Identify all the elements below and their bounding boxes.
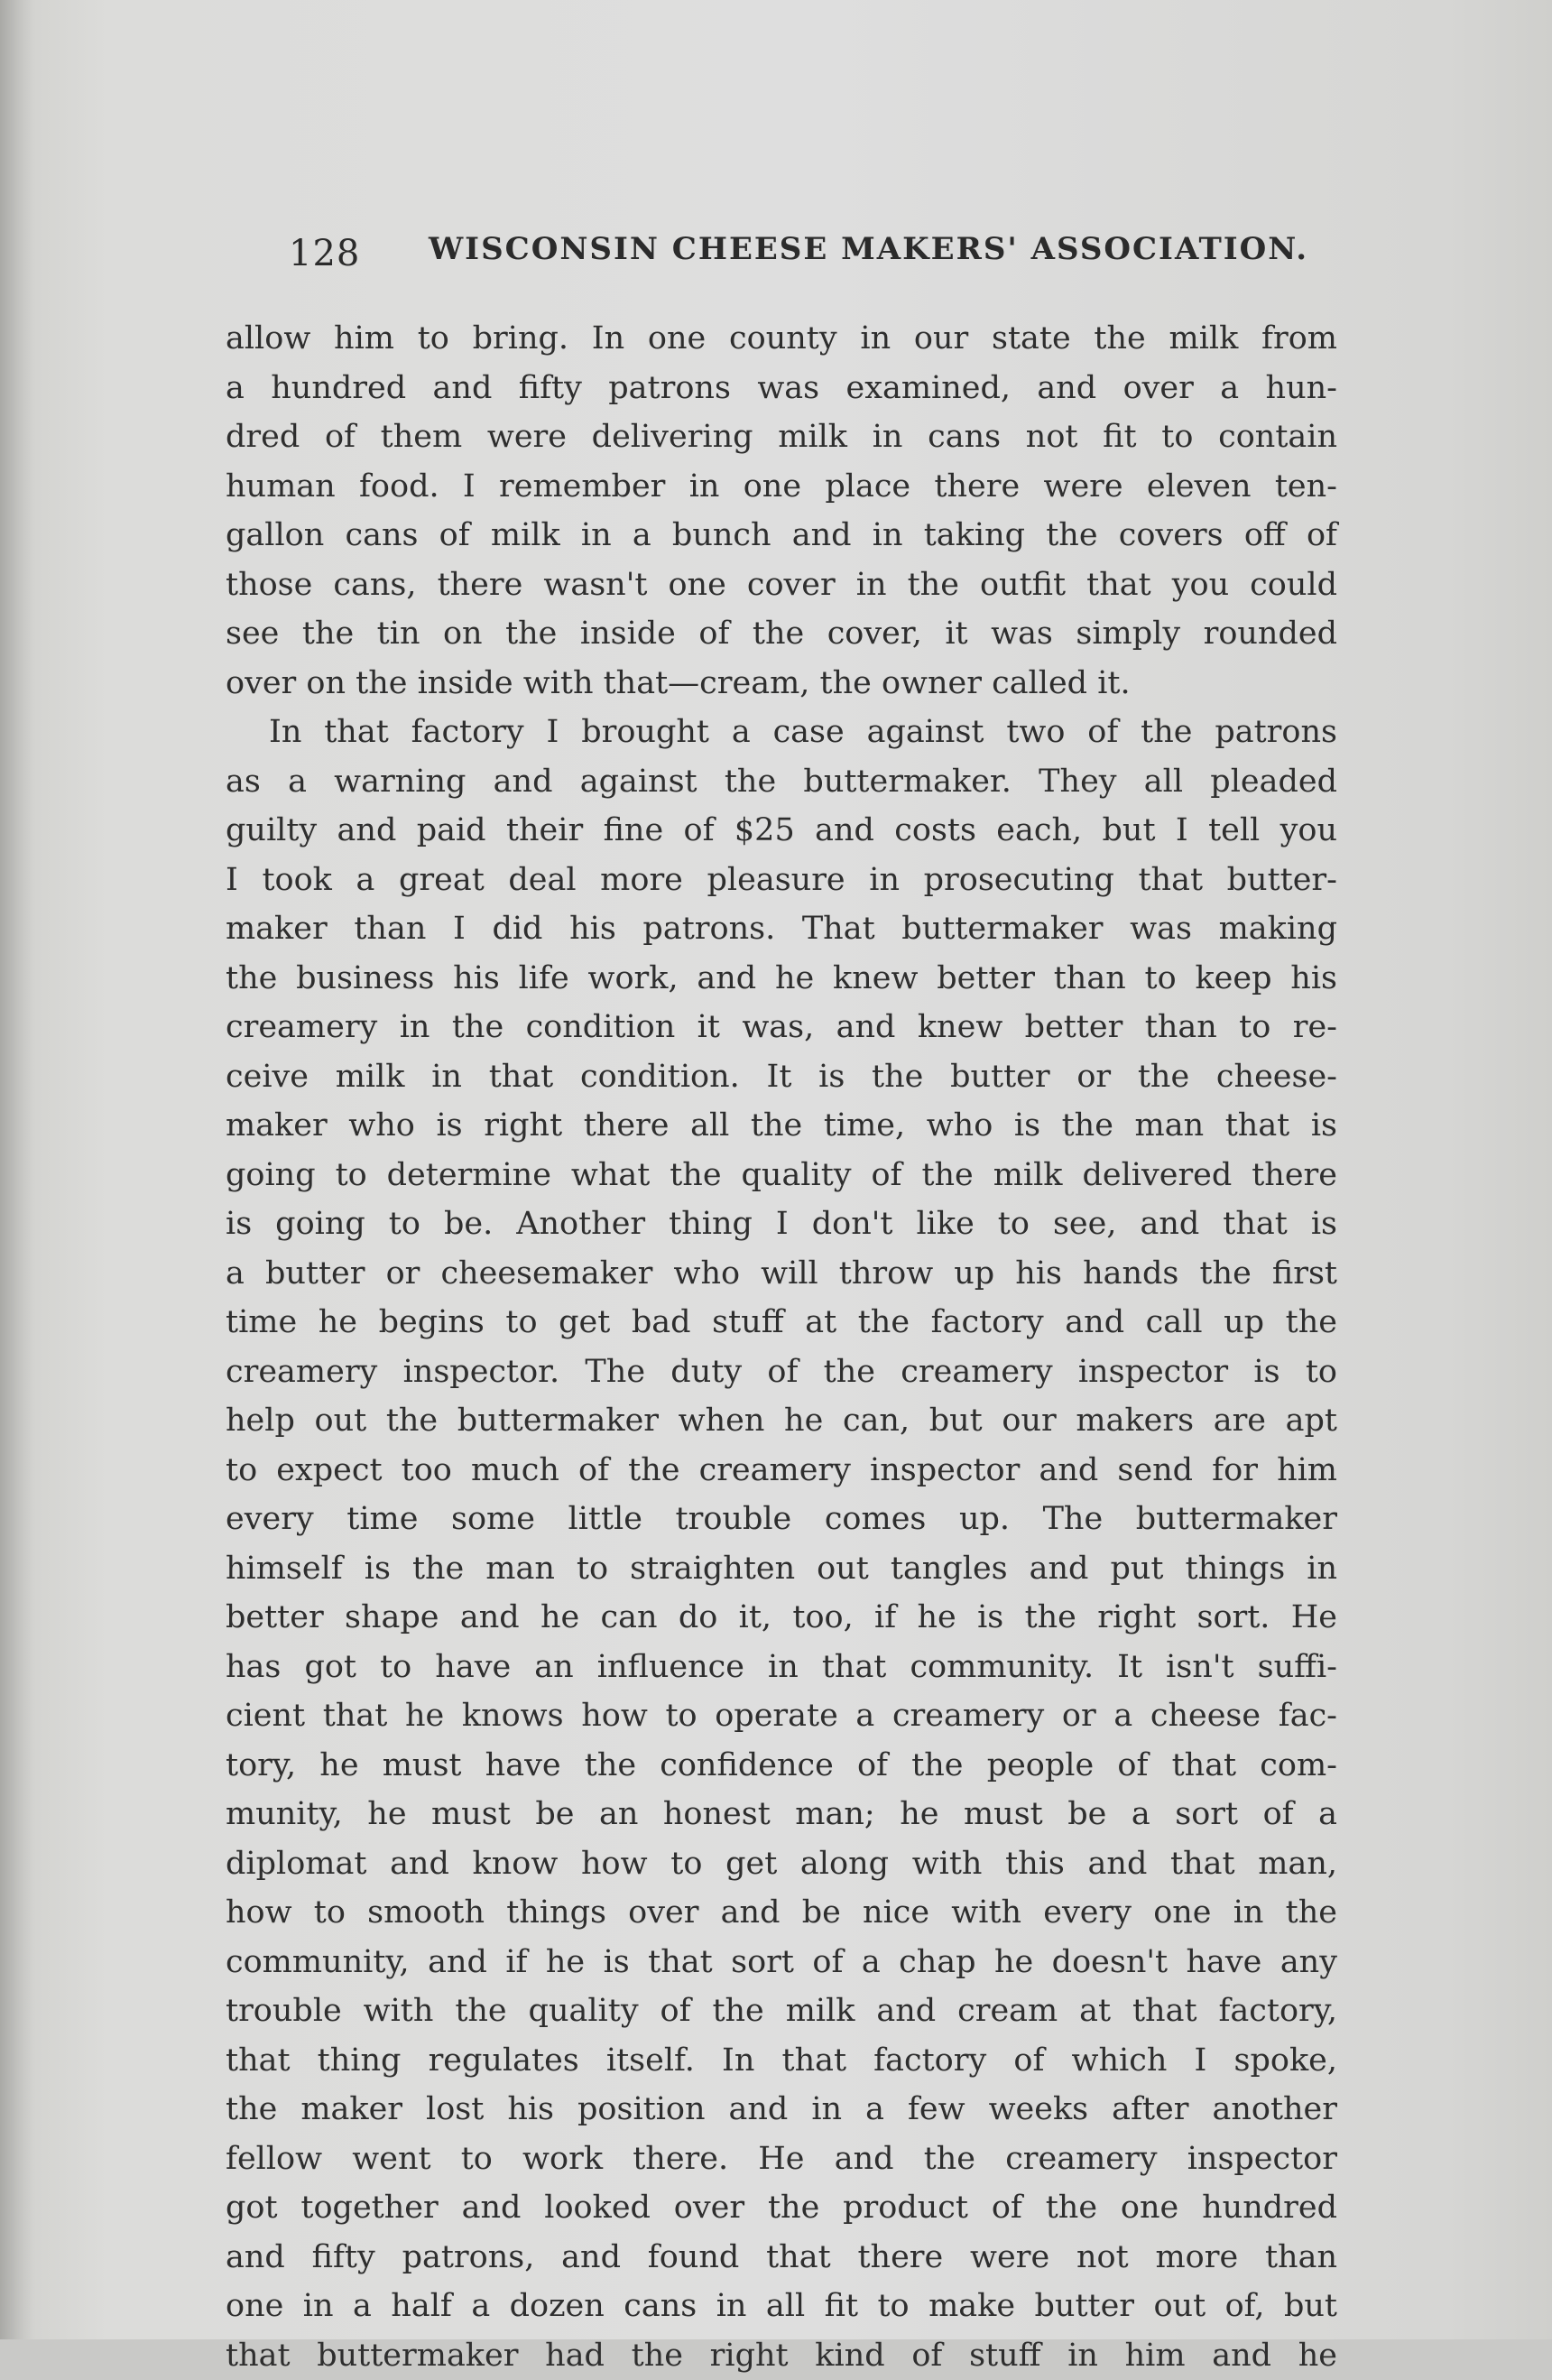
text-line: trouble with the quality of the milk and cream at that factory, [226, 1986, 1337, 2036]
text-line: dred of them were delivering milk in cans not fit to contain [226, 412, 1337, 462]
paragraph-1 [226, 314, 1337, 708]
text-line: guilty and paid their fine of $25 and costs each, but I tell you [226, 806, 1337, 856]
text-line: and fifty patrons, and found that there were not more than [226, 2233, 1337, 2283]
text-line: help out the buttermaker when he can, but our makers are apt [226, 1396, 1337, 1446]
running-head-title: WISCONSIN CHEESE MAKERS' ASSOCIATION. [429, 231, 1308, 267]
text-line: gallon cans of milk in a bunch and in taking the covers off of [226, 511, 1337, 560]
text-line: maker who is right there all the time, who is the man that is [226, 1101, 1337, 1151]
text-line: time he begins to get bad stuff at the factory and call up the [226, 1298, 1337, 1347]
text-line: the maker lost his position and in a few weeks after another [226, 2085, 1337, 2135]
text-line: that buttermaker had the right kind of stuff in him and he [226, 2331, 1337, 2380]
text-line: allow him to bring. In one county in our state the milk from [226, 314, 1337, 364]
text-line: In that factory I brought a case against two of the patrons [226, 708, 1337, 757]
text-line: the business his life work, and he knew better than to keep his [226, 954, 1337, 1004]
text-line: one in a half a dozen cans in all fit to make butter out of, but [226, 2282, 1337, 2331]
text-line: maker than I did his patrons. That buttermaker was making [226, 904, 1337, 954]
text-line: I took a great deal more pleasure in prosecuting that butter- [226, 856, 1337, 905]
body-text [226, 314, 1337, 2380]
text-line: to expect too much of the creamery inspector and send for him [226, 1446, 1337, 1496]
text-line: community, and if he is that sort of a chap he doesn't have any [226, 1938, 1337, 1987]
text-line: tory, he must have the confidence of the people of that com- [226, 1741, 1337, 1791]
text-line: ceive milk in that condition. It is the butter or the cheese- [226, 1052, 1337, 1102]
text-line: that thing regulates itself. In that factory of which I spoke, [226, 2036, 1337, 2086]
text-line: creamery inspector. The duty of the creamery inspector is to [226, 1347, 1337, 1397]
text-line: himself is the man to straighten out tangles and put things in [226, 1544, 1337, 1594]
text-line: is going to be. Another thing I don't like to see, and that is [226, 1199, 1337, 1249]
page-binding-edge [0, 0, 32, 2339]
text-line: better shape and he can do it, too, if he is the right sort. He [226, 1593, 1337, 1643]
text-line: fellow went to work there. He and the creamery inspector [226, 2135, 1337, 2184]
text-line: every time some little trouble comes up. The buttermaker [226, 1495, 1337, 1544]
text-line: a hundred and fifty patrons was examined, and over a hun- [226, 364, 1337, 413]
text-line: those cans, there wasn't one cover in the outfit that you could [226, 560, 1337, 610]
text-line: going to determine what the quality of the milk delivered there [226, 1151, 1337, 1200]
text-line: has got to have an influence in that community. It isn't suffi- [226, 1643, 1337, 1692]
page-number: 128 [289, 233, 360, 274]
text-line: munity, he must be an honest man; he must be a sort of a [226, 1790, 1337, 1839]
running-head [280, 226, 1272, 280]
text-line: see the tin on the inside of the cover, it was simply rounded [226, 609, 1337, 659]
text-line: how to smooth things over and be nice with every one in the [226, 1888, 1337, 1938]
text-line: a butter or cheesemaker who will throw up his hands the first [226, 1249, 1337, 1299]
text-line: human food. I remember in one place there were eleven ten- [226, 462, 1337, 512]
text-line: diplomat and know how to get along with this and that man, [226, 1839, 1337, 1889]
paragraph-2 [226, 708, 1337, 2380]
text-line: creamery in the condition it was, and knew better than to re- [226, 1003, 1337, 1052]
text-line: got together and looked over the product of the one hundred [226, 2183, 1337, 2233]
text-line: cient that he knows how to operate a creamery or a cheese fac- [226, 1691, 1337, 1741]
text-line: over on the inside with that—cream, the owner called it. [226, 659, 1337, 708]
text-line: as a warning and against the buttermaker. They all pleaded [226, 757, 1337, 807]
